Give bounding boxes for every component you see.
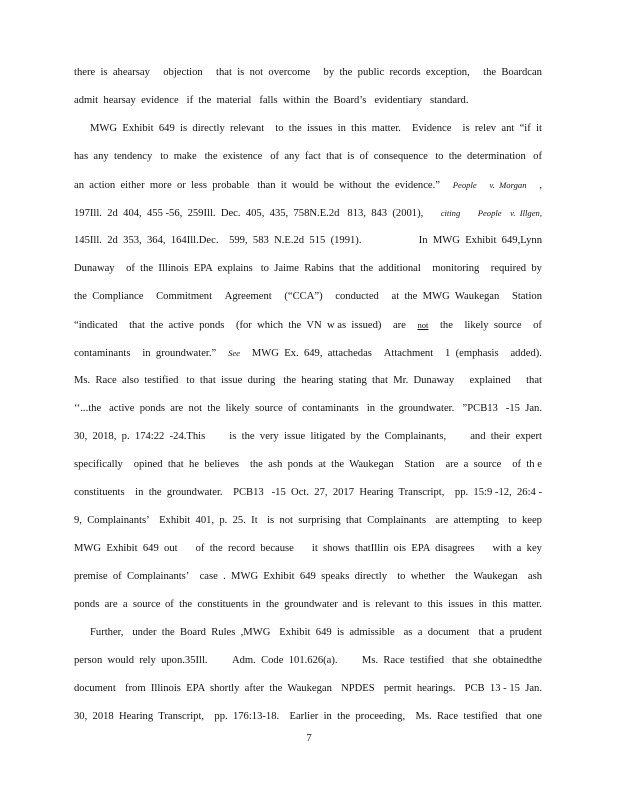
text-segment: and is relevant xyxy=(342,599,410,610)
text-segment: Further, xyxy=(90,627,124,638)
text-line xyxy=(74,262,542,276)
text-line xyxy=(74,402,542,416)
text-segment: of xyxy=(533,151,542,162)
text-segment: 30, 2018 Hearing Transcript, xyxy=(74,711,205,722)
text-segment: to whether xyxy=(397,571,445,582)
text-segment: to the issues in this matter. xyxy=(275,123,401,134)
text-segment: that xyxy=(526,375,542,386)
text-segment: 1 (emphasis xyxy=(445,348,499,359)
text-segment: , xyxy=(539,180,542,191)
text-segment: and their expert xyxy=(470,431,542,442)
text-segment: that is not overcome xyxy=(216,67,311,78)
text-segment: (“CCA”) xyxy=(284,291,323,302)
text-line xyxy=(74,178,542,193)
text-segment: it shows thatIllin ois EPA disagrees xyxy=(311,543,475,554)
text-line xyxy=(74,234,542,248)
text-segment: Exhibit 649 is admissible xyxy=(279,627,395,638)
text-segment: 30, 2018, p. 174:22 -24.This xyxy=(74,431,206,442)
text-line xyxy=(74,430,542,444)
text-segment: explained xyxy=(469,375,511,386)
text-segment: citing xyxy=(440,208,461,218)
text-segment: 9, Complainants’ xyxy=(74,515,150,526)
text-segment: of the record because xyxy=(195,543,294,554)
text-line xyxy=(74,654,542,668)
text-segment: objection xyxy=(163,67,203,78)
text-segment: that a prudent xyxy=(478,627,542,638)
text-line xyxy=(74,318,542,333)
text-segment: ash xyxy=(527,571,542,582)
text-segment: the Boardcan xyxy=(483,67,542,78)
text-segment: pp. 15:9 -12, 26:4 - xyxy=(454,487,542,498)
text-segment: See xyxy=(228,348,240,358)
text-segment: from Illinois EPA shortly after the Waukegan xyxy=(125,683,332,694)
text-segment: conducted xyxy=(335,291,379,302)
text-segment: 197Ill. 2d 404, 455 -56, 259Ill. Dec. 405, 435, 758N.E.2d 813, 843 (2001), xyxy=(74,208,424,219)
text-segment: as a document xyxy=(403,627,470,638)
text-segment: person would rely upon.35Ill. xyxy=(74,655,208,666)
text-segment: at the MWG Waukegan xyxy=(391,291,500,302)
text-segment: is the very issue litigated by the Complainants, xyxy=(229,431,447,442)
text-segment: the Waukegan xyxy=(455,571,518,582)
text-segment: the xyxy=(439,320,453,331)
text-segment: in the groundwater. xyxy=(366,403,455,414)
text-segment: MWG Ex. 649, attachedas xyxy=(251,348,372,359)
text-segment: In MWG Exhibit 649,Lynn xyxy=(418,235,542,246)
text-segment: Ms. Race also testified to that issue during the hearing stating that Mr. Dunaway xyxy=(74,375,455,386)
text-segment: Station xyxy=(511,291,542,302)
text-segment: Agreement xyxy=(224,291,272,302)
text-segment: document xyxy=(74,683,116,694)
text-segment: Ms. Race testified that one xyxy=(415,711,542,722)
text-segment: ponds are a source xyxy=(74,599,161,610)
text-segment: an action either more or less probable than it would be without the evidence.” xyxy=(74,180,440,191)
text-segment: PCB13 -15 Oct. 27, 2017 Hearing Transcript, xyxy=(233,487,445,498)
text-segment: ”PCB13 -15 Jan. xyxy=(462,403,542,414)
text-segment: opined that he believes xyxy=(133,459,240,470)
text-segment: in groundwater.” xyxy=(142,348,217,359)
text-segment: of the constituents xyxy=(165,599,248,610)
text-segment: required by xyxy=(490,263,542,274)
text-segment: pp. 176:13-18. xyxy=(214,711,280,722)
text-segment: Dunaway xyxy=(74,263,115,274)
text-segment: People v. Illgen, xyxy=(477,208,542,218)
text-segment: by the public records exception, xyxy=(323,67,470,78)
text-segment: is relev ant “if it xyxy=(462,123,542,134)
text-segment: admit hearsay evidence if the material falls within the Board’s evidentiary standard. xyxy=(74,95,469,106)
text-segment: to keep xyxy=(508,515,542,526)
text-segment: Attachment xyxy=(383,348,434,359)
text-line xyxy=(74,570,542,584)
text-line xyxy=(74,150,542,164)
text-line xyxy=(74,94,542,108)
text-line xyxy=(90,626,542,640)
text-segment: are xyxy=(392,320,406,331)
text-segment: under the Board Rules ,MWG xyxy=(132,627,271,638)
text-segment: of xyxy=(533,320,542,331)
text-segment: with a key xyxy=(492,543,542,554)
text-segment: “indicated xyxy=(74,320,118,331)
text-segment: People xyxy=(452,180,477,190)
text-segment: constituents xyxy=(74,487,125,498)
text-segment: of th e xyxy=(512,459,542,470)
text-segment: case . MWG Exhibit 649 speaks directly xyxy=(199,571,387,582)
text-segment: MWG Exhibit 649 out xyxy=(74,543,178,554)
text-line xyxy=(74,346,542,361)
text-line xyxy=(74,542,542,556)
text-segment: Exhibit 401, p. 25. It xyxy=(159,515,258,526)
text-segment: PCB 13 - 15 Jan. xyxy=(464,683,542,694)
text-segment: specifically xyxy=(74,459,123,470)
text-segment: 145Ill. 2d 353, 364, 164Ill.Dec. 599, 583 N.E.2d 515 (1991). xyxy=(74,235,362,246)
text-line xyxy=(74,458,542,472)
text-segment: are attempting xyxy=(435,515,499,526)
text-segment: is not surprising that Complainants xyxy=(267,515,426,526)
text-segment: to the determination xyxy=(435,151,526,162)
text-segment: NPDES xyxy=(341,683,375,694)
text-segment: are a source xyxy=(445,459,502,470)
text-segment: added). xyxy=(510,348,542,359)
text-segment: the Compliance xyxy=(74,291,144,302)
text-segment: Station xyxy=(404,459,435,470)
text-line xyxy=(74,66,542,80)
text-line xyxy=(74,682,542,696)
text-line xyxy=(74,710,542,724)
text-segment: Commitment xyxy=(156,291,213,302)
text-segment: MWG Exhibit 649 is directly relevant xyxy=(90,123,265,134)
text-segment: that the active ponds xyxy=(129,320,225,331)
text-segment: Ms. Race testified that she obtainedthe xyxy=(361,655,542,666)
text-segment: (for which the VN w as issued) xyxy=(235,320,382,331)
text-segment: premise of Complainants’ xyxy=(74,571,190,582)
text-line xyxy=(74,514,542,528)
text-segment: v. Morgan xyxy=(489,180,527,190)
text-segment: Adm. Code 101.626(a). xyxy=(231,655,338,666)
text-line xyxy=(74,486,542,500)
text-segment: has any tendency to make the existence of any fact that is of consequence xyxy=(74,151,428,162)
text-line xyxy=(74,206,542,221)
text-segment: Evidence xyxy=(412,123,452,134)
text-segment: in the groundwater xyxy=(252,599,338,610)
text-segment: in the groundwater. xyxy=(135,487,223,498)
text-segment: the ash ponds at the Waukegan xyxy=(249,459,394,470)
text-segment: not xyxy=(417,320,429,330)
text-segment: of the Illinois EPA explains to Jaime Rabins that the additional xyxy=(126,263,421,274)
page-number: 7 xyxy=(306,733,312,744)
text-segment: likely source xyxy=(464,320,522,331)
text-line xyxy=(90,122,542,136)
text-segment: permit hearings. xyxy=(383,683,456,694)
text-segment: to this issues in this matter. xyxy=(413,599,542,610)
text-line xyxy=(74,374,542,388)
text-segment: contaminants xyxy=(74,348,131,359)
text-segment: Earlier in the proceeding, xyxy=(289,711,406,722)
text-segment: there is ahearsay xyxy=(74,67,150,78)
text-segment: ‘‘...the active ponds are not the likely source of contaminants xyxy=(74,403,359,414)
text-line xyxy=(74,598,542,612)
text-segment: monitoring xyxy=(432,263,480,274)
text-line xyxy=(74,290,542,304)
